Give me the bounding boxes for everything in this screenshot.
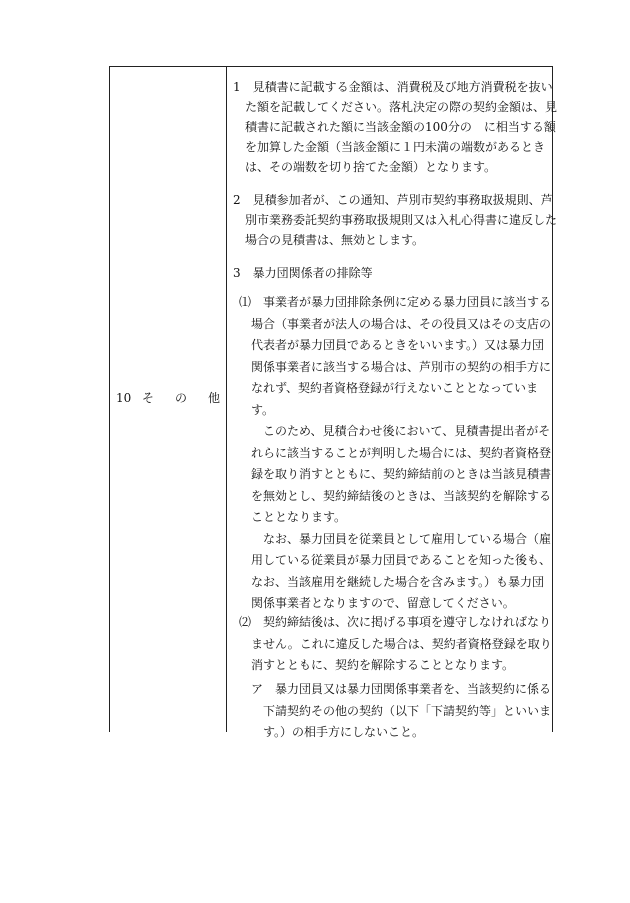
text-line: 録を取り消すとともに、契約締結前のときは当該見積書 xyxy=(239,467,552,481)
text-line: 3 暴力団関係者の排除等 xyxy=(233,266,373,280)
section-title-char: 他 xyxy=(207,391,220,405)
text-line: 用している従業員が暴力団員であることを知った後も、 xyxy=(239,553,552,567)
text-line: なれず、契約者資格登録が行えないこととなっていま xyxy=(239,381,539,395)
conditions-table xyxy=(109,66,558,739)
text-line: 場合の見積書は、無効とします。 xyxy=(233,233,425,247)
text-line: 代表者が暴力団員であるときをいいます。）又は暴力団 xyxy=(239,338,545,352)
text-line: こととなります。 xyxy=(239,510,347,524)
text-line: 消すとともに、契約を解除することとなります。 xyxy=(239,658,515,672)
item-3-heading xyxy=(233,263,373,283)
item-2-invalid-estimates xyxy=(233,190,558,250)
item-1-estimate-amount xyxy=(233,77,558,177)
text-line: た額を記載してください。落札決定の際の契約金額は、見 xyxy=(233,100,558,114)
text-line: す。 xyxy=(239,402,275,417)
section-content-cell xyxy=(227,67,558,739)
text-line: なお、暴力団員を従業員として雇用している場合（雇 xyxy=(239,531,552,546)
text-line: ません。これに違反した場合は、契約者資格登録を取り xyxy=(239,636,552,651)
text-line: 1 見積書に記載する金額は、消費税及び地方消費税を抜い xyxy=(233,80,553,94)
section-title-char: そ xyxy=(142,391,155,405)
text-line: 別市業務委託契約事務取扱規則又は入札心得書に違反した xyxy=(233,213,558,227)
text-line: 関係事業者に該当する場合は、芦別市の契約の相手方に xyxy=(239,359,552,374)
text-line: を加算した金額（当該金額に１円未満の端数があるとき xyxy=(233,140,546,154)
section-label xyxy=(116,390,220,406)
text-line: ⑴ 事業者が暴力団排除条例に定める暴力団員に該当する xyxy=(239,295,552,309)
section-title-char: の xyxy=(174,391,187,405)
text-line: 下請契約その他の契約（以下「下請契約等」といいま xyxy=(251,703,552,718)
text-line: 関係事業者となりますので、留意してください。 xyxy=(239,596,515,610)
text-line: 2 見積参加者が、この通知、芦別市契約事務取扱規則、芦 xyxy=(233,193,553,207)
text-line: このため、見積合わせ後において、見積書提出者がそ xyxy=(239,424,551,438)
section-label-cell xyxy=(110,67,226,732)
text-line: なお、当該雇用を継続した場合を含みます。）も暴力団 xyxy=(239,574,545,589)
section-title xyxy=(142,390,220,406)
text-line: は、その端数を切り捨てた金額）となります。 xyxy=(233,160,497,174)
text-line: ⑵ 契約締結後は、次に掲げる事項を遵守しなければなり xyxy=(239,615,552,629)
section-number: 10 xyxy=(116,391,132,405)
text-line: を無効とし、契約締結後のときは、当該契約を解除する xyxy=(239,488,552,503)
text-line: す。）の相手方にしないこと。 xyxy=(251,725,425,739)
item-3-sub-1 xyxy=(239,292,551,615)
item-3-sub-2 xyxy=(239,612,552,677)
text-line: ア 暴力団員又は暴力団関係事業者を、当該契約に係る xyxy=(251,682,552,696)
text-line: 場合（事業者が法人の場合は、その役員又はその支店の xyxy=(239,316,552,331)
text-line: 積書に記載された額に当該金額の100分の に相当する額 xyxy=(233,120,556,134)
item-3-sub-2-a xyxy=(251,679,551,744)
text-line: れらに該当することが判明した場合には、契約者資格登 xyxy=(239,445,552,460)
